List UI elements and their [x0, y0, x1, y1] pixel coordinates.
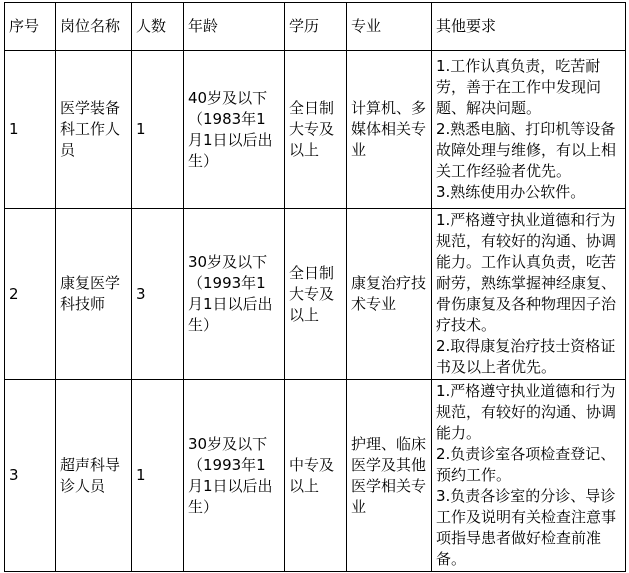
header-age: 年龄 [184, 3, 285, 51]
row-count: 3 [132, 209, 184, 380]
header-requirements: 其他要求 [432, 3, 626, 51]
row-requirements [432, 209, 626, 380]
row-major: 计算机、多媒体相关专业 [347, 51, 432, 209]
row-education: 中专及以上 [285, 380, 347, 572]
row-age [184, 51, 285, 209]
age-limit: 30岁及以下 [188, 434, 268, 453]
row-requirements [432, 51, 626, 209]
table-row [5, 380, 626, 572]
header-row [5, 3, 626, 51]
requirement-item: 3.负责各诊室的分诊、导诊工作及说明有关检查注意事项指导患者做好检查前准备。 [436, 487, 617, 568]
row-major: 康复治疗技术专业 [347, 209, 432, 380]
row-count: 1 [132, 51, 184, 209]
age-limit: 30岁及以下 [188, 253, 268, 271]
requirement-item: 2.负责诊室各项检查登记、预约工作。 [436, 445, 616, 484]
header-no: 序号 [5, 3, 56, 51]
row-count: 1 [132, 380, 184, 572]
requirement-item: 1.工作认真负责，吃苦耐劳，善于在工作中发现问题、解决问题。 [436, 57, 602, 117]
age-birthdate: （1993年1月1日以后出生） [188, 455, 273, 516]
recruitment-table [4, 2, 626, 572]
row-major: 护理、临床医学及其他医学相关专业 [347, 380, 432, 572]
row-position: 超声科导诊人员 [56, 380, 132, 572]
row-no: 3 [5, 380, 56, 572]
header-education: 学历 [285, 3, 347, 51]
row-education: 全日制大专及以上 [285, 209, 347, 380]
row-education: 全日制大专及以上 [285, 51, 347, 209]
row-position: 康复医学科技师 [56, 209, 132, 380]
header-count: 人数 [132, 3, 184, 51]
header-position: 岗位名称 [56, 3, 132, 51]
age-limit: 40岁及以下 [188, 88, 268, 107]
table-row [5, 209, 626, 380]
age-birthdate: （1983年1月1日以后出生） [188, 109, 273, 170]
requirement-item: 2.取得康复治疗技士资格证书及以上者优先。 [436, 337, 616, 376]
requirement-item: 3.熟练使用办公软件。 [436, 183, 586, 201]
row-no: 2 [5, 209, 56, 380]
row-position: 医学装备科工作人员 [56, 51, 132, 209]
age-birthdate: （1993年1月1日以后出生） [188, 274, 273, 334]
row-no: 1 [5, 51, 56, 209]
row-requirements [432, 380, 626, 572]
table-row [5, 51, 626, 209]
requirement-item: 1.严格遵守执业道德和行为规范，有较好的沟通、协调能力。 [436, 382, 617, 442]
requirement-item: 2.熟悉电脑、打印机等设备故障处理与维修，有以上相关工作经验者优先。 [436, 120, 617, 180]
row-age [184, 209, 285, 380]
header-major: 专业 [347, 3, 432, 51]
row-age [184, 380, 285, 572]
requirement-item: 1.严格遵守执业道德和行为规范，有较好的沟通、协调能力。工作认真负责，吃苦耐劳，熟练掌握神经康复、骨伤康复及各种物理因子治疗技术。 [436, 211, 617, 334]
